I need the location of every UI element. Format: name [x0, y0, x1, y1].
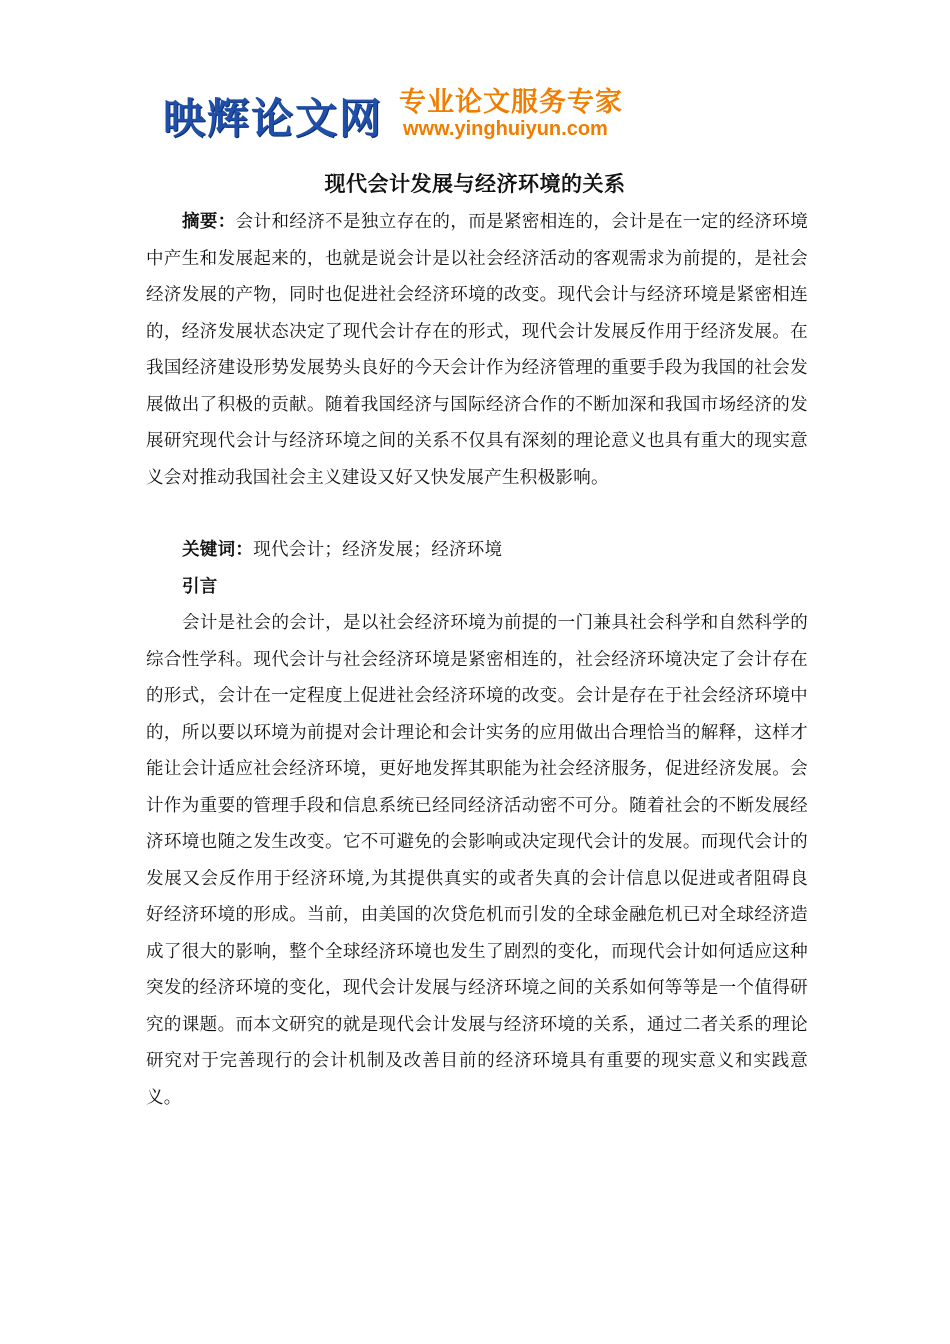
logo-url: www.yinghuiyun.com [403, 118, 608, 140]
spacer [146, 496, 808, 532]
intro-paragraph: 会计是社会的会计，是以社会经济环境为前提的一门兼具社会科学和自然科学的综合性学科。现代会计与社会经济环境是紧密相连的，社会经济环境决定了会计存在的形式，会计在一定程度上促进社会经济环境的改变。会计是存在于社会经济环境中的，所以要以环境为前提对会计理论和会计实务的应用做出合理恰当的解释，这样才能让会计适应社会经济环境，更好地发挥其职能为社会经济服务，促进经济发展。会计作为重要的管理手段和信息系统已经同经济活动密不可分。随着社会的不断发展经济环境也随之发生改变。它不可避免的会影响或决定现代会计的发展。而现代会计的发展又会反作用于经济环境,为其提供真实的或者失真的会计信息以促进或者阻碍良好经济环境的形成。当前，由美国的次贷危机而引发的全球金融危机已对全球经济造成了很大的影响，整个全球经济环境也发生了剧烈的变化，而现代会计如何适应这种突发的经济环境的变化，现代会计发展与经济环境之间的关系如何等等是一个值得研究的课题。而本文研究的就是现代会计发展与经济环境的关系，通过二者关系的理论研究对于完善现行的会计机制及改善目前的经济环境具有重要的现实意义和实践意义。 [146, 613, 808, 1108]
logo-name: 映辉论文网 [163, 94, 384, 143]
document-body [146, 204, 808, 1116]
abstract-text: 会计和经济不是独立存在的，而是紧密相连的，会计是在一定的经济环境中产生和发展起来的，也就是说会计是以社会经济活动的客观需求为前提的，是社会经济发展的产物，同时也促进社会经济环境的改变。现代会计与经济环境是紧密相连的，经济发展状态决定了现代会计存在的形式，现代会计发展反作用于经济发展。在我国经济建设形势发展势头良好的今天会计作为经济管理的重要手段为我国的社会发展做出了积极的贡献。随着我国经济与国际经济合作的不断加深和我国市场经济的发展研究现代会计与经济环境之间的关系不仅具有深刻的理论意义也具有重大的现实意义会对推动我国社会主义建设又好又快发展产生积极影响。 [146, 212, 808, 488]
keywords-label: 关键词： [182, 540, 254, 560]
abstract-label: 摘要： [182, 212, 236, 232]
document-title: 现代会计发展与经济环境的关系 [324, 172, 626, 196]
keywords-paragraph [146, 532, 808, 569]
abstract-paragraph [146, 204, 808, 496]
keywords-text: 现代会计；经济发展；经济环境 [253, 540, 503, 560]
site-logo [163, 78, 643, 148]
logo-slogan: 专业论文服务专家 [399, 87, 623, 118]
intro-heading: 引言 [182, 576, 218, 597]
